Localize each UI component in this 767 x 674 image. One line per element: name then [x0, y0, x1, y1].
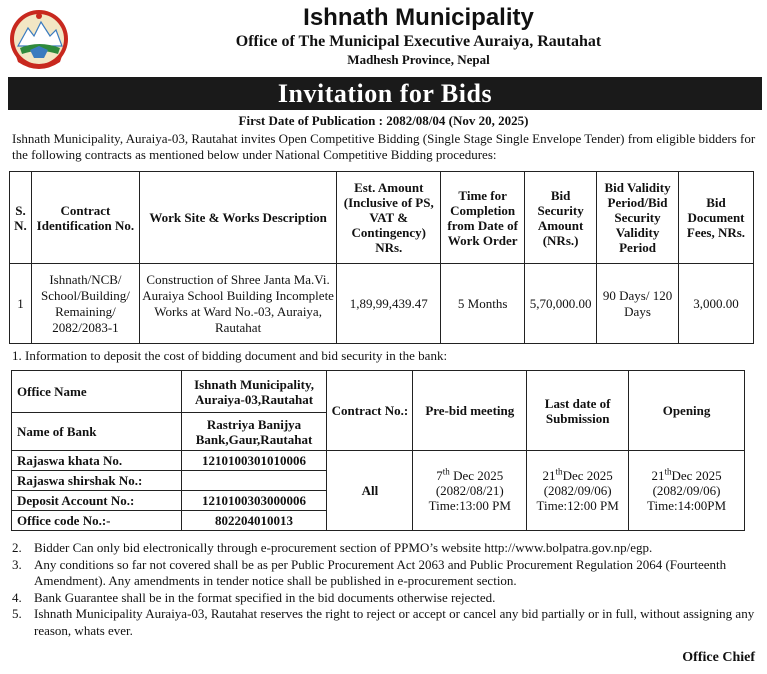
- khata-value: 1210100301010006: [181, 451, 327, 471]
- deposit-value: 1210100303000006: [181, 491, 327, 511]
- header-time: Time for Completion from Date of Work Order: [441, 172, 525, 264]
- header-fees: Bid Document Fees, NRs.: [678, 172, 753, 264]
- office-code-label: Office code No.:-: [12, 511, 182, 531]
- prebid-header: Pre-bid meeting: [413, 371, 527, 451]
- header-validity: Bid Validity Period/Bid Security Validity Period: [597, 172, 679, 264]
- list-item: 4. Bank Guarantee shall be in the format specified in the bid documents otherwise rejected.: [12, 589, 496, 605]
- opening-header: Opening: [629, 371, 745, 451]
- deposit-label: Deposit Account No.:: [12, 491, 182, 511]
- opening-schedule: 21thDec 2025 (2082/09/06) Time:14:00PM: [629, 451, 745, 531]
- municipality-title: Ishnath Municipality: [303, 4, 534, 31]
- cell-amount: 1,89,99,439.47: [337, 264, 441, 344]
- contract-no-header: Contract No.:: [327, 371, 413, 451]
- office-name-label: Office Name: [12, 371, 182, 413]
- prebid-schedule: 7th Dec 2025 (2082/08/21) Time:13:00 PM: [413, 451, 527, 531]
- bank-name-label: Name of Bank: [12, 413, 182, 451]
- header-security: Bid Security Amount (NRs.): [525, 172, 597, 264]
- bank-table: [11, 370, 745, 531]
- signature: Office Chief: [682, 650, 755, 665]
- submission-schedule: 21thDec 2025 (2082/09/06) Time:12:00 PM: [527, 451, 629, 531]
- cell-sn: 1: [10, 264, 32, 344]
- shirshak-value: [181, 471, 327, 491]
- banner-title: Invitation for Bids: [8, 77, 762, 110]
- header-amount: Est. Amount (Inclusive of PS, VAT & Contingency) NRs.: [337, 172, 441, 264]
- bank-name-value: Rastriya Banijya Bank,Gaur,Rautahat: [181, 413, 327, 451]
- cell-time: 5 Months: [441, 264, 525, 344]
- publication-date: First Date of Publication : 2082/08/04 (Nov 20, 2025): [238, 113, 529, 128]
- table-row: [10, 264, 754, 344]
- header-sn: S. N.: [10, 172, 32, 264]
- note-1: 1. Information to deposit the cost of bidding document and bid security in the bank:: [12, 348, 448, 363]
- nepal-emblem-icon: [8, 6, 70, 72]
- contract-no-value: All: [327, 451, 413, 531]
- office-code-value: 802204010013: [181, 511, 327, 531]
- contracts-table: [9, 171, 754, 344]
- cell-work: Construction of Shree Janta Ma.Vi. Auraiya School Building Incomplete Works at Ward No.-03, Auraiya, Rautahat: [139, 264, 336, 344]
- cell-validity: 90 Days/ 120 Days: [597, 264, 679, 344]
- shirshak-label: Rajaswa shirshak No.:: [12, 471, 182, 491]
- cell-security: 5,70,000.00: [525, 264, 597, 344]
- list-item: 3. Any conditions so far not covered shall be as per Public Procurement Act 2063 and Public Procurement Regulation 2064 (Fourteenth Amendment). Any amendments in tender notice shall be published in e-procurement section.: [12, 556, 727, 588]
- cell-contract-id: Ishnath/NCB/ School/Building/ Remaining/ 2082/2083-1: [31, 264, 139, 344]
- cell-fees: 3,000.00: [678, 264, 753, 344]
- header-work: Work Site & Works Description: [139, 172, 336, 264]
- notes-list: [12, 540, 759, 639]
- office-name: Office of The Municipal Executive Auraiya, Rautahat: [235, 33, 602, 50]
- list-item: 2. Bidder Can only bid electronically through e-procurement section of PPMO’s website http://www.bolpatra.gov.np/egp.: [12, 540, 653, 555]
- office-name-value: Ishnath Municipality, Auraiya-03,Rautahat: [181, 371, 327, 413]
- khata-label: Rajaswa khata No.: [12, 451, 182, 471]
- header-contract-id: Contract Identification No.: [31, 172, 139, 264]
- province-name: Madhesh Province, Nepal: [347, 52, 490, 67]
- submission-header: Last date of Submission: [527, 371, 629, 451]
- header: [70, 4, 767, 68]
- list-item: 5. Ishnath Municipality Auraiya-03, Rautahat reserves the right to reject or accept or cancel any bid partially or in full, without assigning any reason, whats ever.: [12, 606, 755, 638]
- intro-text: Ishnath Municipality, Auraiya-03, Rautahat invites Open Competitive Bidding (Single Stage Single Envelope Tender) from eligible bidders for the following contracts as mentioned below under National Competitive Bidding procedures:: [12, 131, 756, 162]
